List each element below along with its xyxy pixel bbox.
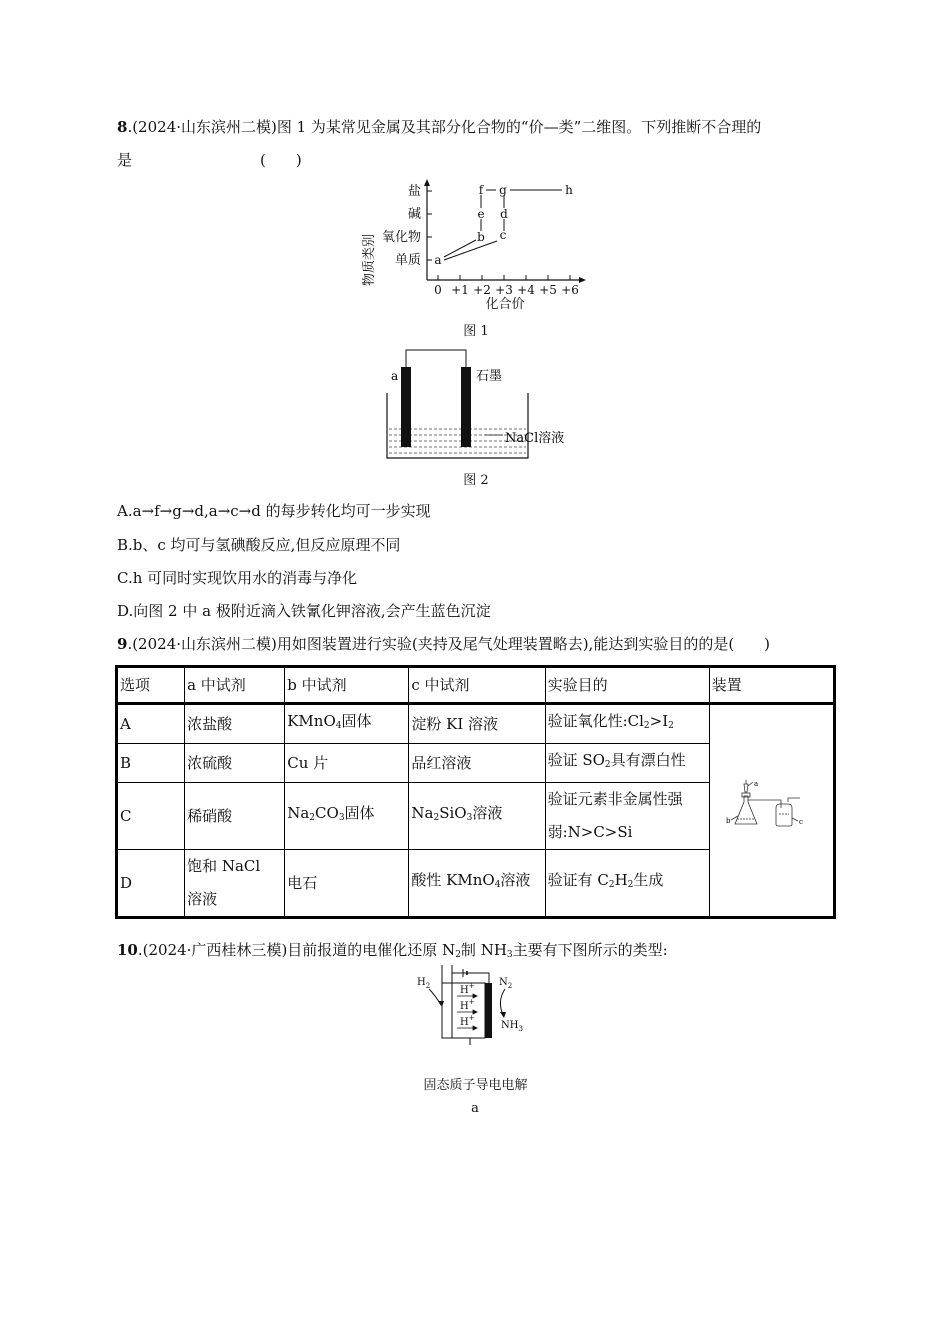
cell-a: 稀硝酸 [185, 783, 285, 850]
n2-label: $N_2$ [499, 977, 513, 990]
y-axis-title: 物质类别 [362, 233, 377, 287]
table-row [117, 704, 835, 744]
cell-b: Cu 片 [285, 744, 409, 783]
figure-1-valence-class-chart [355, 178, 595, 313]
cell-c: 品红溶液 [409, 744, 545, 783]
cell-c: 酸性 KMnO$_4$溶液 [409, 850, 545, 918]
cell-b: KMnO$_4$固体 [285, 704, 409, 744]
cell-b: 电石 [285, 850, 409, 918]
x-tick-5: +5 [539, 283, 557, 297]
table-header-row [117, 667, 835, 704]
cell-purpose: 验证 $SO_2$具有漂白性 [545, 744, 709, 783]
cell-c: $Na_2SiO_3$溶液 [409, 783, 545, 850]
cell-purpose: 验证有 $C_2H_2$生成 [545, 850, 709, 918]
q9-table [115, 665, 836, 919]
apparatus-label-a: a [754, 779, 759, 788]
x-tick-3: +3 [495, 283, 513, 297]
header-option: 选项 [117, 667, 185, 704]
cell-option: B [117, 744, 185, 783]
point-h: h [565, 183, 573, 197]
header-purpose: 实验目的 [545, 667, 709, 704]
x-tick-1: +1 [451, 283, 469, 297]
y-label-oxide: 氧化物 [381, 230, 421, 245]
proton-label-2: H+ [460, 998, 475, 1012]
cell-a: 浓盐酸 [185, 704, 285, 744]
point-f: f [478, 183, 484, 197]
q9-number: 9 [117, 635, 128, 653]
cell-apparatus [709, 704, 834, 918]
point-d: d [500, 207, 508, 221]
header-c-reagent: c 中试剂 [409, 667, 545, 704]
q8-number: 8 [117, 118, 128, 136]
point-c: c [499, 228, 507, 242]
graphite-label: 石墨 [476, 369, 503, 384]
cell-b: $Na_2CO_3$固体 [285, 783, 409, 850]
cell-a: 浓硫酸 [185, 744, 285, 783]
figure-2-electrolysis-cell [385, 345, 575, 463]
q8-stem-line2: 是 ( ) [117, 151, 302, 169]
q10-number: 10 [117, 941, 138, 959]
nacl-solution-label: NaCl溶液 [505, 431, 565, 446]
q8-option-d: D.向图 2 中 a 极附近滴入铁氰化钾溶液,会产生蓝色沉淀 [117, 602, 491, 620]
x-axis-title: 化合价 [485, 297, 525, 312]
q10-figure-caption: 固态质子导电电解 [423, 1078, 528, 1093]
proton-label-3: H+ [460, 1014, 475, 1028]
apparatus-diagram [726, 780, 816, 830]
q8-option-a: A.a→f→g→d,a→c→d 的每步转化均可一步实现 [117, 502, 431, 520]
q9-stem: 9.(2024·山东滨州二模)用如图装置进行实验(夹持及尾气处理装置略去),能达到实验目的的是( ) [117, 635, 771, 653]
cell-a: 饱和 NaCl 溶液 [185, 850, 285, 918]
proton-label-1: H+ [460, 982, 475, 996]
cell-option: D [117, 850, 185, 918]
x-tick-6: +6 [561, 283, 579, 297]
header-a-reagent: a 中试剂 [185, 667, 285, 704]
point-b: b [477, 230, 485, 244]
y-label-base: 碱 [407, 207, 421, 222]
q10-figure-sub-caption: a [471, 1101, 479, 1116]
figure-2-caption: 图 2 [463, 473, 489, 488]
point-a: a [434, 253, 442, 267]
y-label-element: 单质 [394, 253, 421, 268]
cell-option: A [117, 704, 185, 744]
header-apparatus: 装置 [709, 667, 834, 704]
q10-stem: 10.(2024·广西桂林三模)目前报道的电催化还原 $N_2$制 $NH_3$主要有下图所示的类型: [117, 941, 668, 960]
figure-solid-proton-electrolysis [413, 965, 543, 1055]
h2-label: $H_2$ [417, 977, 431, 990]
apparatus-label-b: b [726, 816, 731, 825]
x-tick-2: +2 [473, 283, 491, 297]
q8-option-c: C.h 可同时实现饮用水的消毒与净化 [117, 569, 358, 587]
cell-purpose: 验证元素非金属性强 弱:N>C>Si [545, 783, 709, 850]
q8-option-b: B.b、c 均可与氢碘酸反应,但反应原理不同 [117, 536, 401, 554]
q8-stem-line1: 8.(2024·山东滨州二模)图 1 为某常见金属及其部分化合物的“价—类”二维图。下列推断不合理的 [117, 118, 762, 136]
figure-1-caption: 图 1 [463, 324, 489, 339]
x-tick-0: 0 [434, 283, 442, 297]
cell-c: 淀粉 KI 溶液 [409, 704, 545, 744]
apparatus-label-c: c [799, 817, 804, 826]
cell-option: C [117, 783, 185, 850]
header-b-reagent: b 中试剂 [285, 667, 409, 704]
nh3-label: $NH_3$ [501, 1020, 523, 1033]
cell-purpose: 验证氧化性$:Cl_2>I_2$ [545, 704, 709, 744]
point-e: e [477, 207, 485, 221]
x-tick-4: +4 [517, 283, 535, 297]
y-label-salt: 盐 [407, 184, 421, 199]
point-g: g [499, 183, 507, 197]
electrode-a-label: a [391, 369, 399, 383]
answer-blank: ( ) [260, 151, 302, 169]
